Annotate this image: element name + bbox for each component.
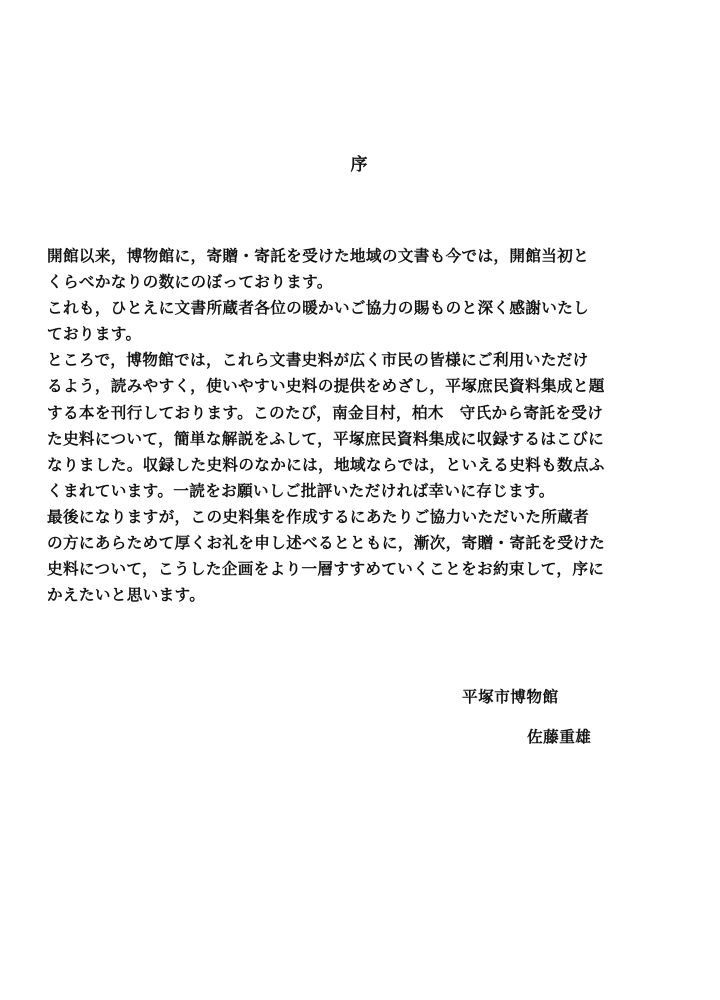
document-title: 序 bbox=[350, 155, 370, 175]
signature-organization: 平塚市博物館 bbox=[462, 688, 559, 706]
body-line: かえたいと思います。 bbox=[47, 586, 206, 605]
body-line: する本を刊行しております。このたび，南金目村，柏木 守氏から寄託を受け bbox=[47, 403, 604, 422]
body-line: 最後になりますが，この史料集を作成するにあたりご協力いただいた所蔵者 bbox=[47, 507, 590, 526]
body-line: くらべかなりの数にのぼっております。 bbox=[47, 273, 333, 292]
body-line: るよう，読みやすく，使いやすい史料の提供をめざし，平塚庶民資料集成と題 bbox=[47, 377, 605, 396]
body-line: これも，ひとえに文書所蔵者各位の暖かいご協力の賜ものと深く感謝いたし bbox=[47, 299, 590, 318]
body-line: ております。 bbox=[47, 325, 142, 344]
body-line: なりました。収録した史料のなかには，地域ならでは，といえる史料も数点ふ bbox=[47, 455, 605, 474]
signature-name: 佐藤重雄 bbox=[527, 728, 592, 746]
body-line: くまれています。一読をお願いしご批評いただければ幸いに存じます。 bbox=[47, 481, 555, 500]
body-line: た史料について，簡単な解説をふして，平塚庶民資料集成に収録するはこびに bbox=[47, 429, 605, 448]
body-line: の方にあらためて厚くお礼を申し述べるとともに，漸次，寄贈・寄託を受けた bbox=[47, 534, 606, 553]
body-line: ところで，博物館では，これら文書史料が広く市民の皆様にご利用いただけ bbox=[47, 351, 589, 370]
body-line: 史料について，こうした企画をより一層すすめていくことをお約束して，序に bbox=[47, 560, 605, 579]
body-line: 開館以来，博物館に，寄贈・寄託を受けた地域の文書も今では，開館当初と bbox=[47, 247, 590, 265]
preface-body bbox=[47, 243, 697, 608]
